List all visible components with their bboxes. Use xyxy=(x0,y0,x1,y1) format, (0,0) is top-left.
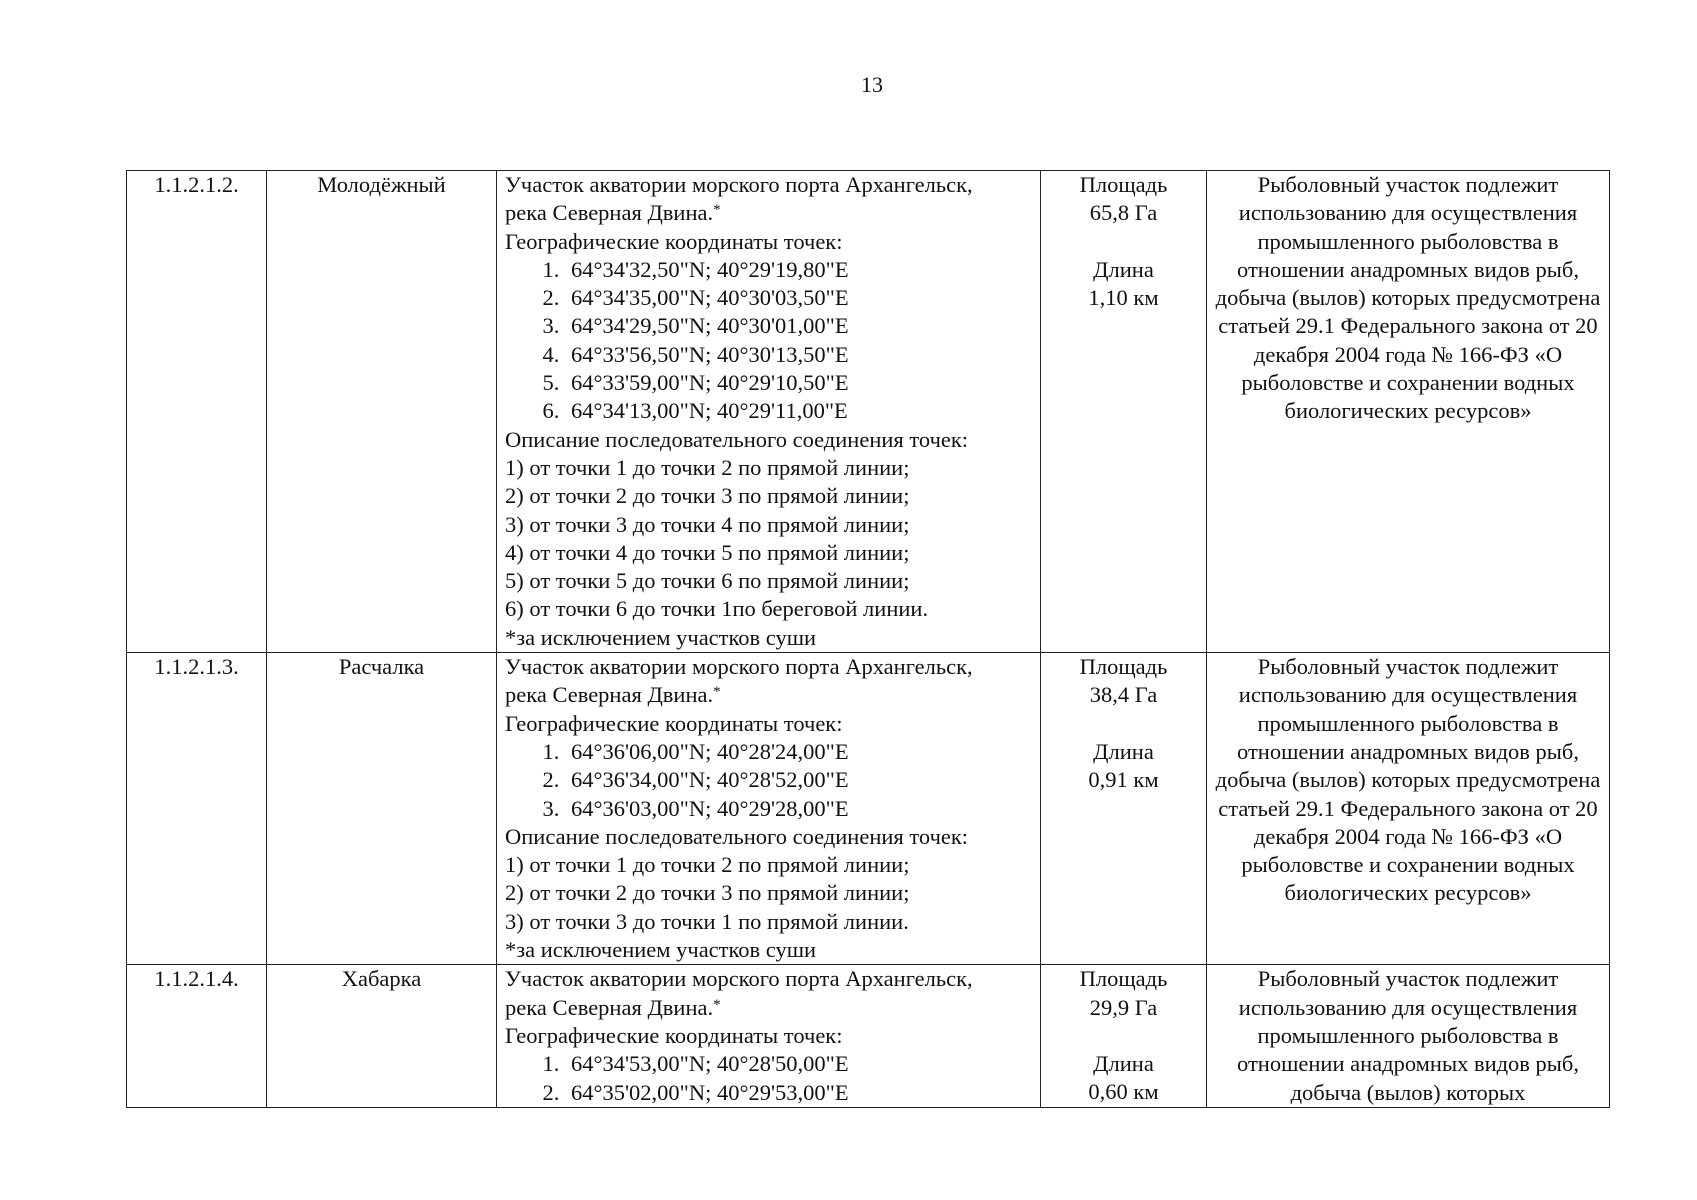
length-label: Длина xyxy=(1093,738,1154,764)
page-number: 13 xyxy=(861,72,883,97)
desc-title: Участок акватории морского порта Архангельск, xyxy=(505,172,973,197)
area-value: 38,4 Га xyxy=(1089,682,1158,708)
desc-river: река Северная Двина. xyxy=(505,200,714,226)
area-description xyxy=(497,171,1041,653)
desc-river-line xyxy=(505,994,1032,1022)
connection-item: 6) от точки 6 до точки 1по береговой линии. xyxy=(505,596,929,622)
area-description xyxy=(497,653,1041,965)
connection-item: 5) от точки 5 до точки 6 по прямой линии; xyxy=(505,568,910,594)
desc-river: река Северная Двина. xyxy=(505,682,714,708)
connection-item: 1) от точки 1 до точки 2 по прямой линии; xyxy=(505,852,910,878)
desc-title: Участок акватории морского порта Архангельск, xyxy=(505,966,973,992)
area-code: 1.1.2.1.2. xyxy=(127,171,267,653)
connection-item: 3) от точки 3 до точки 4 по прямой линии; xyxy=(505,511,910,537)
footnote: *за исключением участков суши xyxy=(505,937,817,963)
area-description xyxy=(497,965,1041,1107)
coords-label: Географические координаты точек: xyxy=(505,710,843,736)
coord-item: 1. 64°34'32,50"N; 40°29'19,80"E xyxy=(565,256,1032,284)
connection-item: 1) от точки 1 до точки 2 по прямой линии; xyxy=(505,454,910,480)
table-row xyxy=(127,965,1610,1107)
length-value: 1,10 км xyxy=(1088,284,1159,310)
area-size xyxy=(1041,653,1207,965)
footnote: *за исключением участков суши xyxy=(505,624,817,650)
desc-river-line xyxy=(505,199,1032,227)
area-name: Расчалка xyxy=(267,653,497,965)
coord-item: 1. 64°36'06,00"N; 40°28'24,00"E xyxy=(565,738,1032,766)
connection-item: 2) от точки 2 до точки 3 по прямой линии; xyxy=(505,880,910,906)
connection-item: 4) от точки 4 до точки 5 по прямой линии; xyxy=(505,539,910,565)
coords-label: Географические координаты точек: xyxy=(505,1022,843,1048)
coord-item: 4. 64°33'56,50"N; 40°30'13,50"E xyxy=(565,341,1032,369)
connection-item: 2) от точки 2 до точки 3 по прямой линии; xyxy=(505,483,910,509)
area-code: 1.1.2.1.3. xyxy=(127,653,267,965)
desc-river: река Северная Двина. xyxy=(505,994,714,1020)
coords-list xyxy=(505,256,1032,426)
coord-item: 2. 64°35'02,00"N; 40°29'53,00"E xyxy=(565,1079,1032,1107)
area-value: 29,9 Га xyxy=(1089,994,1158,1020)
fishing-areas-table xyxy=(126,170,1610,1108)
coords-list xyxy=(505,738,1032,823)
area-label: Площадь xyxy=(1079,654,1168,680)
length-value: 0,60 км xyxy=(1088,1079,1159,1105)
desc-title: Участок акватории морского порта Архангельск, xyxy=(505,654,973,680)
area-label: Площадь xyxy=(1079,966,1168,992)
area-size xyxy=(1041,171,1207,653)
footnote-mark: * xyxy=(713,684,721,701)
desc-river-line xyxy=(505,681,1032,709)
coord-item: 3. 64°34'29,50"N; 40°30'01,00"E xyxy=(565,312,1032,340)
area-label: Площадь xyxy=(1079,172,1168,197)
table-row xyxy=(127,653,1610,965)
length-label: Длина xyxy=(1093,256,1154,282)
coord-item: 3. 64°36'03,00"N; 40°29'28,00"E xyxy=(565,795,1032,823)
area-code: 1.1.2.1.4. xyxy=(127,965,267,1107)
coords-list xyxy=(505,1050,1032,1107)
table-row xyxy=(127,171,1610,653)
footnote-mark: * xyxy=(713,996,721,1013)
connections-label: Описание последовательного соединения точек: xyxy=(505,426,969,452)
usage-note: Рыболовный участок подлежит использованию для осуществления промышленного рыболовства в отношении анадромных видов рыб, добыча (вылов) которых предусмотрена статьей 29.1 Федерального закона от 20 декабря 2004 года № 166-ФЗ «О рыболовстве и сохранении водных биологических ресурсов» xyxy=(1207,653,1610,965)
connections-label: Описание последовательного соединения точек: xyxy=(505,823,969,849)
connection-item: 3) от точки 3 до точки 1 по прямой линии. xyxy=(505,908,909,934)
area-name: Хабарка xyxy=(267,965,497,1107)
length-label: Длина xyxy=(1093,1050,1154,1076)
coord-item: 2. 64°34'35,00"N; 40°30'03,50"E xyxy=(565,284,1032,312)
usage-note: Рыболовный участок подлежит использованию для осуществления промышленного рыболовства в отношении анадромных видов рыб, добыча (вылов) которых предусмотрена статьей 29.1 Федерального закона от 20 декабря 2004 года № 166-ФЗ «О рыболовстве и сохранении водных биологических ресурсов» xyxy=(1207,171,1610,653)
area-value: 65,8 Га xyxy=(1089,200,1158,226)
coord-item: 1. 64°34'53,00"N; 40°28'50,00"E xyxy=(565,1050,1032,1078)
coord-item: 6. 64°34'13,00"N; 40°29'11,00"E xyxy=(565,397,1032,425)
coord-item: 2. 64°36'34,00"N; 40°28'52,00"E xyxy=(565,766,1032,794)
coords-label: Географические координаты точек: xyxy=(505,228,843,254)
length-value: 0,91 км xyxy=(1088,766,1159,792)
coord-item: 5. 64°33'59,00"N; 40°29'10,50"E xyxy=(565,369,1032,397)
area-size xyxy=(1041,965,1207,1107)
footnote-mark: * xyxy=(713,202,721,219)
area-name: Молодёжный xyxy=(267,171,497,653)
usage-note: Рыболовный участок подлежит использованию для осуществления промышленного рыболовства в отношении анадромных видов рыб, добыча (вылов) которых xyxy=(1207,965,1610,1107)
